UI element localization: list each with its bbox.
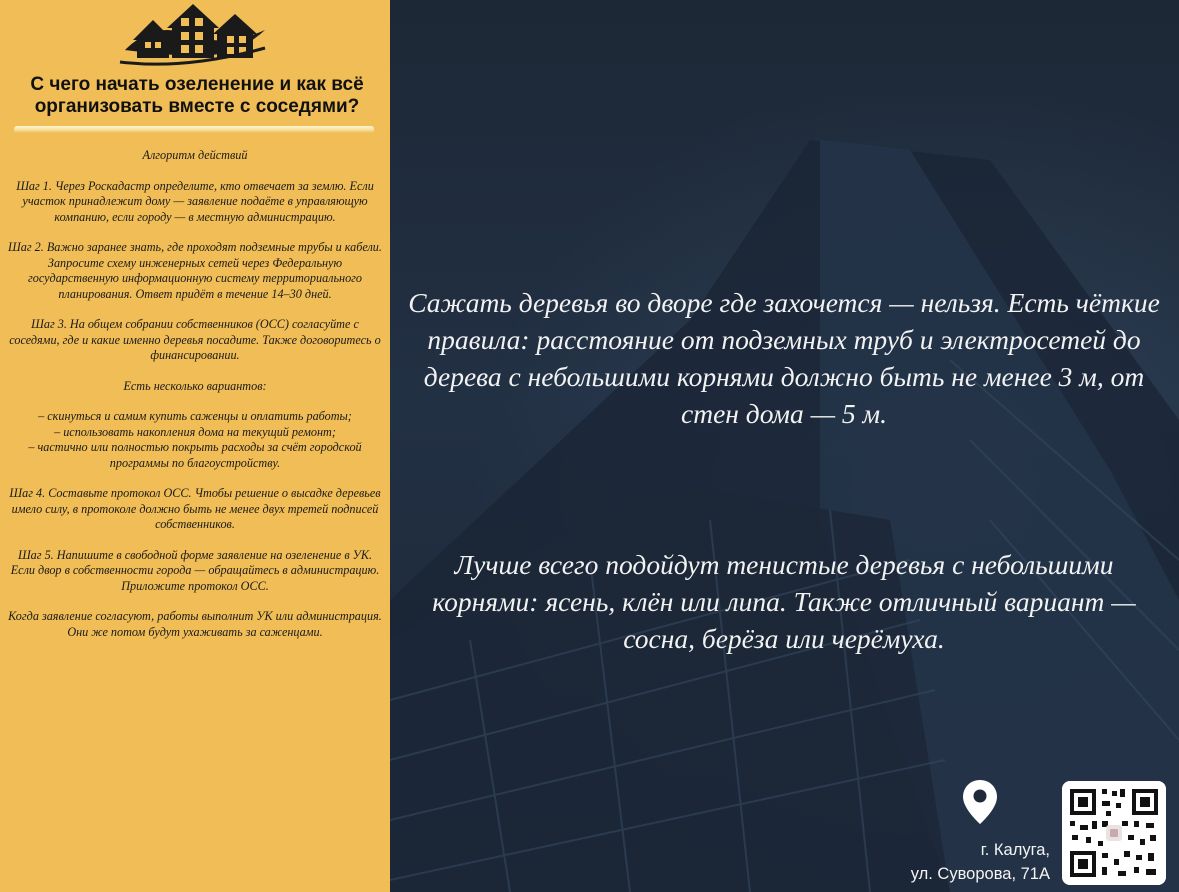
options-intro: Есть несколько вариантов:: [123, 378, 267, 393]
quote-panel: [390, 0, 1179, 892]
step-1: Шаг 1. Через Роскадастр определите, кто отвечает за землю. Если участок принадлежит дому — заявление подаёте в управляющую компанию, если городу — в местную администрацию.: [16, 178, 374, 224]
skyscraper-background: [390, 0, 1179, 892]
quote-recommended-trees: Лучше всего подойдут тенистые деревья с небольшими корнями: ясень, клён или липа. Также отличный вариант — сосна, берёза или черёмуха.: [432, 549, 1136, 654]
step-3: Шаг 3. На общем собрании собственников (ОСС) согласуйте с соседями, где и какие именно деревья посадите. Также договоритесь о финансировании.: [9, 317, 381, 362]
location-pin-icon: [960, 778, 1000, 826]
info-panel: [0, 0, 390, 892]
panel-title: С чего начать озеленение и как всё организовать вместе с соседями?: [30, 74, 364, 117]
option-1: – скинуться и самим купить саженцы и оплатить работы;: [38, 409, 352, 423]
steps-list: [8, 148, 382, 655]
houses-logo: [115, 0, 270, 70]
step-5: Шаг 5. Напишите в свободной форме заявление на озеленение в УК. Если двор в собственности города — обращайтесь в администрацию. Приложите протокол ОСС.: [10, 547, 380, 593]
title-divider: [14, 126, 374, 133]
address-street: ул. Суворова, 71А: [910, 865, 1050, 883]
steps-heading: Алгоритм действий: [142, 148, 248, 162]
quote-planting-rules: Сажать деревья во дворе где захочется — нельзя. Есть чёткие правила: расстояние от подземных труб и электросетей до дерева с небольшими корнями должно быть не менее 3 м, от стен дома — 5 м.: [408, 287, 1160, 429]
option-3: – частично или полностью покрыть расходы за счёт городской программы по благоустройству.: [28, 440, 362, 470]
step-4: Шаг 4. Составьте протокол ОСС. Чтобы решение о высадке деревьев имело силу, в протоколе должно быть не менее двух третей подписей собственников.: [9, 486, 381, 531]
final-note: Когда заявление согласуют, работы выполнит УК или администрация. Они же потом будут ухаживать за саженцами.: [8, 609, 382, 639]
address: [870, 838, 1050, 886]
address-city: г. Калуга,: [980, 841, 1050, 859]
option-2: – использовать накопления дома на текущий ремонт;: [54, 424, 336, 439]
step-2: Шаг 2. Важно заранее знать, где проходят подземные трубы и кабели. Запросите схему инженерных сетей через Федеральную государственную информационную систему территориального планирования. Ответ придёт в течение 14–30 дней.: [8, 240, 382, 301]
qr-code[interactable]: [1062, 781, 1166, 885]
